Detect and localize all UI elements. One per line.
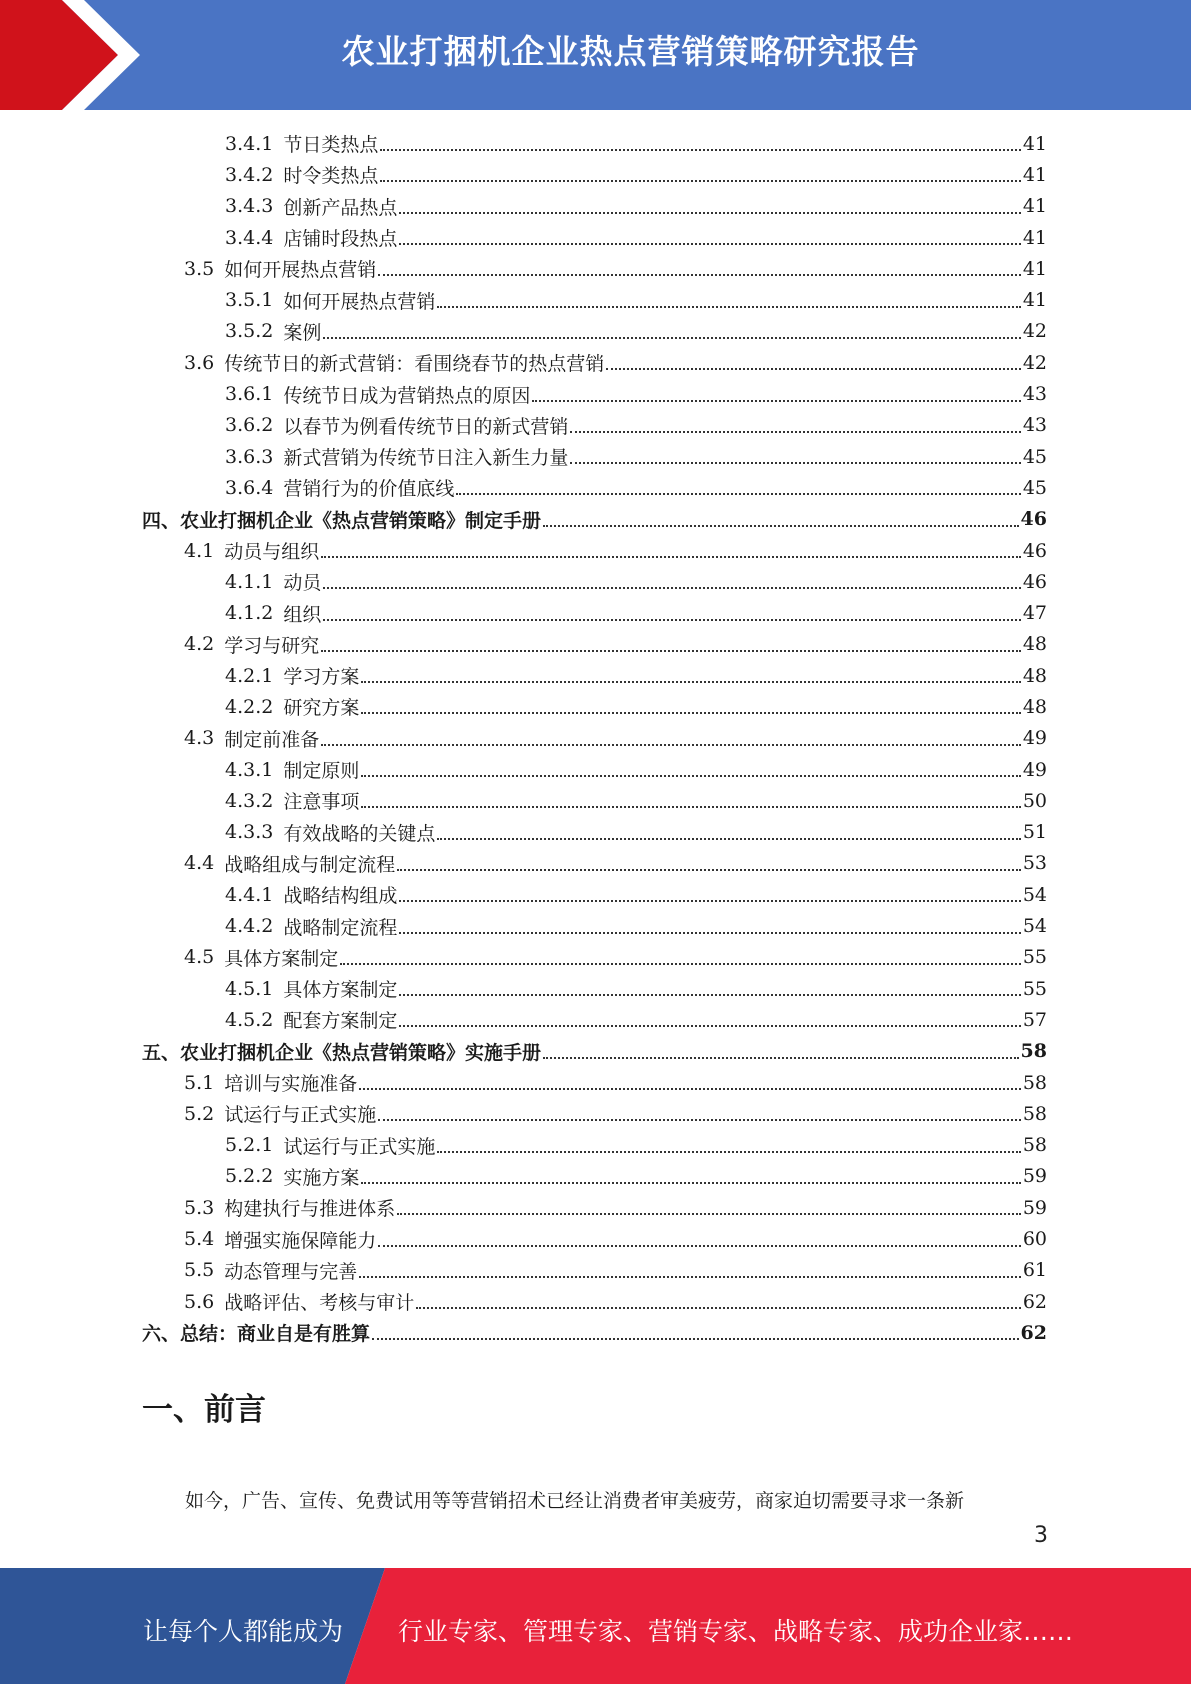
toc-entry-page: 41 [1022,257,1047,280]
table-of-contents [142,128,1047,1349]
toc-dot-leader [380,148,1020,151]
toc-entry[interactable] [142,410,1047,441]
toc-entry-number: 5.5 [184,1259,215,1282]
toc-entry-page: 53 [1022,852,1047,875]
toc-entry-page: 58 [1020,1040,1047,1063]
toc-entry-page: 59 [1022,1196,1047,1219]
toc-entry-page: 46 [1022,539,1047,562]
toc-entry-title: 新式营销为传统节日注入新生力量 [283,447,569,470]
toc-entry-page: 60 [1022,1228,1047,1251]
toc-entry[interactable] [142,879,1047,910]
toc-entry[interactable] [142,1004,1047,1035]
toc-entry-page: 48 [1022,664,1047,687]
toc-entry-number: 5.2 [184,1102,215,1125]
toc-entry[interactable] [142,253,1047,284]
toc-entry-number: 5.4 [184,1228,215,1251]
toc-entry-title: 具体方案制定 [283,979,398,1002]
toc-entry-title: 动态管理与完善 [224,1260,358,1283]
toc-entry-page: 55 [1022,977,1047,1000]
toc-dot-leader [361,1181,1020,1184]
toc-dot-leader [570,430,1020,433]
toc-entry-page: 54 [1022,883,1047,906]
toc-entry-page: 58 [1022,1102,1047,1125]
toc-entry[interactable] [142,1317,1047,1348]
toc-entry-title: 制定前准备 [224,728,320,751]
toc-entry-number: 4.3.1 [225,758,274,781]
toc-entry-number: 5.6 [184,1290,215,1313]
toc-entry[interactable] [142,1067,1047,1098]
toc-dot-leader [456,492,1020,495]
toc-entry-page: 49 [1022,727,1047,750]
toc-entry-page: 42 [1022,351,1047,374]
toc-entry-number: 4.4.2 [225,915,274,938]
toc-dot-leader [399,931,1020,934]
toc-entry-title: 配套方案制定 [283,1010,398,1033]
toc-dot-leader [359,1275,1021,1278]
toc-entry-number: 4.3 [184,727,215,750]
toc-entry[interactable] [142,1286,1047,1317]
toc-entry[interactable] [142,754,1047,785]
toc-dot-leader [321,555,1021,558]
toc-entry-page: 43 [1022,383,1047,406]
toc-entry-title: 营销行为的价值底线 [283,478,455,501]
toc-entry-title: 传统节日的新式营销：看围绕春节的热点营销 [224,353,605,376]
toc-entry-page: 47 [1022,602,1047,625]
toc-entry-page: 57 [1022,1008,1047,1031]
toc-entry-page: 46 [1020,508,1047,531]
toc-dot-leader [378,1118,1021,1121]
toc-entry-page: 45 [1022,445,1047,468]
toc-entry-title: 六、总结：商业自是有胜算 [142,1323,371,1346]
toc-entry[interactable] [142,691,1047,722]
toc-entry[interactable] [142,942,1047,973]
toc-entry-title: 动员 [283,572,322,595]
toc-entry[interactable] [142,723,1047,754]
toc-entry-title: 增强实施保障能力 [224,1229,377,1252]
page-number: 3 [1034,1523,1048,1548]
toc-entry[interactable] [142,1036,1047,1067]
toc-dot-leader [543,524,1019,527]
toc-entry-title: 研究方案 [283,697,360,720]
toc-entry[interactable] [142,128,1047,159]
toc-entry-number: 4.2.1 [225,664,274,687]
toc-dot-leader [416,1306,1021,1309]
footer-slogan-left: 让每个人都能成为 [143,1617,344,1646]
toc-entry-title: 如何开展热点营销 [224,259,377,282]
toc-entry-title: 节日类热点 [283,134,379,157]
toc-dot-leader [437,305,1020,308]
toc-entry[interactable] [142,629,1047,660]
header-title: 农业打捆机企业热点营销策略研究报告 [341,32,920,71]
toc-entry-number: 4.3.3 [225,821,274,844]
toc-entry[interactable] [142,817,1047,848]
toc-dot-leader [532,399,1020,402]
toc-entry-page: 42 [1022,320,1047,343]
toc-dot-leader [606,367,1021,370]
toc-entry[interactable] [142,316,1047,347]
toc-dot-leader [361,680,1020,683]
toc-dot-leader [378,1244,1021,1247]
toc-entry-title: 制定原则 [283,760,360,783]
toc-entry[interactable] [142,973,1047,1004]
toc-entry-page: 41 [1022,289,1047,312]
toc-dot-leader [399,211,1020,214]
toc-entry-number: 3.6.4 [225,476,274,499]
toc-dot-leader [399,899,1020,902]
toc-entry-number: 3.4.2 [225,163,274,186]
toc-dot-leader [359,1087,1021,1090]
toc-entry-title: 以春节为例看传统节日的新式营销 [283,415,569,438]
toc-entry-title: 店铺时段热点 [283,228,398,251]
toc-dot-leader [323,618,1020,621]
toc-entry-number: 4.4.1 [225,883,274,906]
toc-entry-number: 4.1.1 [225,570,274,593]
toc-entry-page: 41 [1022,132,1047,155]
toc-entry-number: 4.5 [184,946,215,969]
toc-entry[interactable] [142,191,1047,222]
toc-entry-number: 3.4.1 [225,132,274,155]
toc-entry-title: 具体方案制定 [224,947,339,970]
toc-dot-leader [361,711,1020,714]
toc-entry-page: 49 [1022,758,1047,781]
section-heading: 一、前言 [142,1392,266,1428]
toc-entry[interactable] [142,910,1047,941]
toc-entry[interactable] [142,535,1047,566]
toc-entry[interactable] [142,159,1047,190]
toc-entry-page: 62 [1022,1290,1047,1313]
toc-entry-page: 55 [1022,946,1047,969]
toc-entry[interactable] [142,347,1047,378]
toc-dot-leader [323,586,1020,589]
toc-entry-title: 试运行与正式实施 [224,1104,377,1127]
toc-dot-leader [321,743,1021,746]
toc-entry-title: 实施方案 [283,1166,360,1189]
toc-entry-title: 试运行与正式实施 [283,1135,436,1158]
toc-entry-number: 3.5 [184,257,215,280]
toc-entry-title: 战略组成与制定流程 [224,853,396,876]
toc-entry[interactable] [142,1161,1047,1192]
toc-entry[interactable] [142,378,1047,409]
footer-slogan-right: 行业专家、管理专家、营销专家、战略专家、成功企业家…… [398,1617,1074,1646]
toc-entry-number: 3.4.4 [225,226,274,249]
page-footer [0,1568,1191,1684]
toc-entry-number: 3.4.3 [225,195,274,218]
toc-dot-leader [399,1024,1020,1027]
toc-dot-leader [399,242,1020,245]
toc-entry-page: 61 [1022,1259,1047,1282]
toc-entry-number: 3.5.2 [225,320,274,343]
toc-entry-page: 41 [1022,163,1047,186]
toc-entry[interactable] [142,472,1047,503]
toc-entry-title: 构建执行与推进体系 [224,1198,396,1221]
toc-entry-number: 4.5.2 [225,1008,274,1031]
toc-entry[interactable] [142,785,1047,816]
page-header [0,0,1191,110]
toc-entry-number: 4.2 [184,633,215,656]
toc-entry[interactable] [142,441,1047,472]
toc-dot-leader [340,962,1021,965]
toc-entry-title: 注意事项 [283,791,360,814]
toc-entry-page: 45 [1022,476,1047,499]
toc-entry[interactable] [142,1223,1047,1254]
toc-entry-number: 5.3 [184,1196,215,1219]
toc-dot-leader [437,837,1020,840]
toc-entry[interactable] [142,1255,1047,1286]
toc-entry-title: 创新产品热点 [283,196,398,219]
toc-entry-title: 四、农业打捆机企业《热点营销策略》制定手册 [142,509,542,532]
toc-dot-leader [570,461,1020,464]
toc-entry[interactable] [142,1192,1047,1223]
toc-entry-page: 54 [1022,915,1047,938]
toc-dot-leader [437,1150,1020,1153]
toc-entry-page: 48 [1022,695,1047,718]
toc-entry-title: 传统节日成为营销热点的原因 [283,384,531,407]
toc-entry[interactable] [142,504,1047,535]
toc-entry[interactable] [142,660,1047,691]
toc-entry-title: 战略评估、考核与审计 [224,1292,415,1315]
toc-entry[interactable] [142,848,1047,879]
toc-entry-number: 3.5.1 [225,289,274,312]
toc-entry-number: 3.6.3 [225,445,274,468]
toc-entry-number: 3.6.1 [225,383,274,406]
intro-paragraph: 如今，广告、宣传、免费试用等等营销招术已经让消费者审美疲劳，商家迫切需要寻求一条新 [185,1490,965,1512]
toc-entry-number: 5.1 [184,1071,215,1094]
toc-entry[interactable] [142,1098,1047,1129]
toc-entry-title: 时令类热点 [283,165,379,188]
toc-entry-page: 58 [1022,1071,1047,1094]
toc-entry-title: 如何开展热点营销 [283,290,436,313]
toc-entry-number: 4.2.2 [225,695,274,718]
toc-entry-title: 案例 [283,321,322,344]
toc-entry-number: 4.4 [184,852,215,875]
toc-dot-leader [323,336,1020,339]
toc-entry-page: 41 [1022,195,1047,218]
toc-dot-leader [399,993,1020,996]
toc-entry-title: 动员与组织 [224,541,320,563]
toc-entry[interactable] [142,284,1047,315]
toc-entry-number: 4.1.2 [225,602,274,625]
toc-entry[interactable] [142,566,1047,597]
toc-dot-leader [378,273,1021,276]
toc-dot-leader [397,868,1021,871]
toc-entry-title: 五、农业打捆机企业《热点营销策略》实施手册 [142,1041,542,1064]
toc-entry-title: 学习方案 [283,666,360,689]
toc-dot-leader [361,805,1020,808]
toc-entry-page: 48 [1022,633,1047,656]
toc-entry[interactable] [142,222,1047,253]
toc-entry-title: 战略结构组成 [283,885,398,908]
toc-entry[interactable] [142,597,1047,628]
toc-dot-leader [543,1056,1019,1059]
toc-entry-page: 51 [1022,821,1047,844]
toc-dot-leader [380,179,1020,182]
toc-entry-title: 学习与研究 [224,634,320,657]
toc-entry-page: 62 [1020,1321,1047,1344]
toc-entry-page: 58 [1022,1134,1047,1157]
toc-entry-page: 41 [1022,226,1047,249]
toc-entry-number: 5.2.1 [225,1134,274,1157]
toc-entry[interactable] [142,1130,1047,1161]
toc-dot-leader [397,1212,1021,1215]
toc-entry-title: 组织 [283,603,322,626]
toc-entry-page: 43 [1022,414,1047,437]
toc-entry-number: 4.3.2 [225,789,274,812]
toc-entry-page: 46 [1022,570,1047,593]
toc-entry-number: 4.5.1 [225,977,274,1000]
toc-entry-number: 5.2.2 [225,1165,274,1188]
toc-entry-title: 战略制定流程 [283,916,398,939]
toc-entry-title: 培训与实施准备 [224,1073,358,1096]
toc-entry-number: 3.6.2 [225,414,274,437]
toc-dot-leader [321,649,1021,652]
toc-dot-leader [361,774,1020,777]
toc-entry-number: 3.6 [184,351,215,374]
toc-entry-number: 4.1 [184,539,215,562]
toc-entry-page: 59 [1022,1165,1047,1188]
toc-entry-title: 有效战略的关键点 [283,822,436,845]
toc-entry-page: 50 [1022,789,1047,812]
toc-dot-leader [372,1337,1019,1340]
